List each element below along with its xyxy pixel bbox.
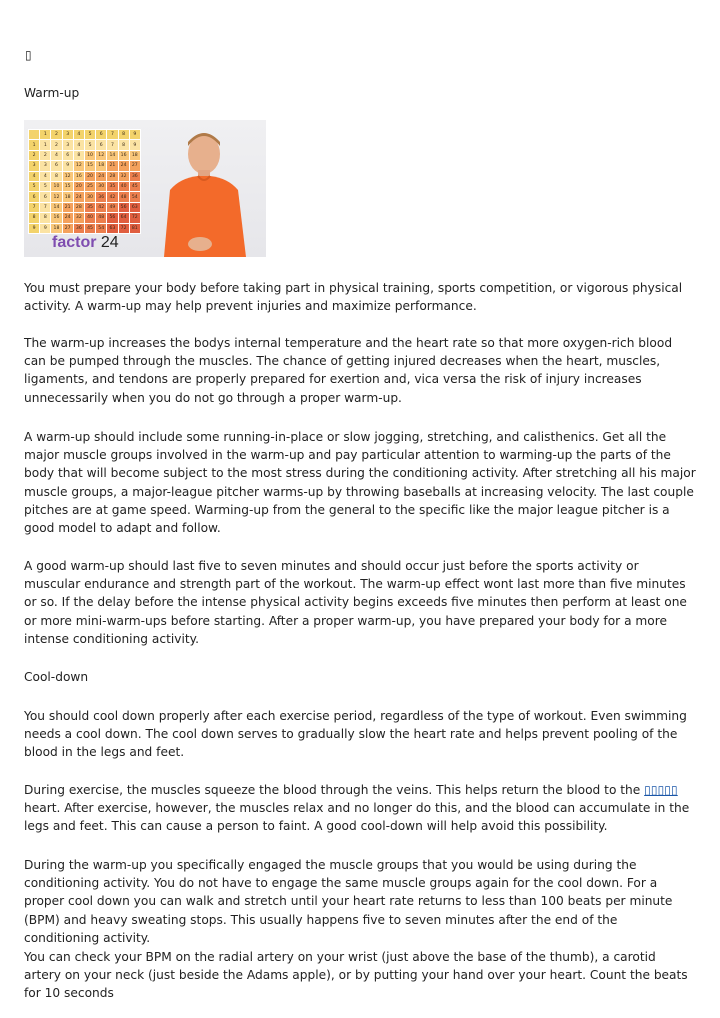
table-cell: 18 [62, 192, 73, 202]
table-cell: 4 [40, 171, 51, 181]
table-cell: 2 [51, 130, 62, 140]
table-cell: 9 [129, 140, 140, 150]
table-cell: 3 [62, 140, 73, 150]
table-cell: 42 [96, 202, 107, 212]
table-row [29, 181, 141, 191]
table-cell: 15 [62, 181, 73, 191]
table-cell: 56 [118, 202, 129, 212]
table-cell: 40 [118, 181, 129, 191]
table-cell: 20 [84, 171, 95, 181]
table-cell: 16 [51, 213, 62, 223]
table-cell: 3 [62, 130, 73, 140]
table-cell: 6 [62, 150, 73, 160]
table-cell: 12 [62, 171, 73, 181]
table-cell: 7 [29, 202, 40, 212]
table-cell: 63 [107, 223, 118, 233]
brand-logo [52, 234, 119, 252]
paragraph-6-rest: heart. After exercise, however, the muscles relax and no longer do this, and the blood can accumulate in the legs and feet. This can cause a person to faint. A good cool-down will help avoid this possibility. [24, 801, 690, 834]
table-cell: 3 [40, 161, 51, 171]
table-cell: 64 [118, 213, 129, 223]
table-row [29, 150, 141, 160]
table-cell: 6 [40, 192, 51, 202]
table-cell: 9 [40, 223, 51, 233]
table-cell: 1 [29, 140, 40, 150]
table-row [29, 130, 141, 140]
paragraph-7: During the warm-up you specifically engaged the muscle groups that you would be using during the conditioning activity. You do not have to engage the same muscle groups again for the cool down. For a proper cool down you can walk and stretch until your heart rate returns to less than 100 beats per minute (BPM) and heavy sweating stops. This usually happens five to seven minutes after the end of the conditioning activity. [24, 858, 673, 945]
table-cell: 10 [51, 181, 62, 191]
table-cell: 54 [96, 223, 107, 233]
table-cell: 54 [129, 192, 140, 202]
table-cell: 8 [51, 171, 62, 181]
table-row [29, 140, 141, 150]
table-cell: 12 [51, 192, 62, 202]
table-cell: 21 [107, 161, 118, 171]
table-cell: 4 [51, 150, 62, 160]
paragraph-4: A good warm-up should last five to seven minutes and should occur just before the sports activity or muscular endurance and strength part of the workout. The warm-up effect wont last more than five minutes or so. If the delay before the intense physical activity begins exceeds five minutes then perform at least one or more mini-warm-ups before starting. After a proper warm-up, you have prepared your body for a more intense conditioning activity. [24, 559, 687, 646]
video-thumbnail[interactable] [24, 120, 266, 257]
table-cell: 40 [84, 213, 95, 223]
table-cell: 14 [51, 202, 62, 212]
table-cell: 63 [129, 202, 140, 212]
table-cell: 6 [96, 140, 107, 150]
table-row [29, 223, 141, 233]
paragraph-3: A warm-up should include some running-in-place or slow jogging, stretching, and calisthenics. Get all the major muscle groups involved in the warm-up and pay particular attention to warming-up the parts of the body that will become subject to the most stress during the conditioning activity. After stretching all his major muscle groups, a major-league pitcher warms-up by throwing baseballs at increasing velocity. The last couple pitches are at game speed. Warming-up from the general to the specific like the major league pitcher is a good model to adapt and follow. [24, 430, 696, 536]
table-cell: 8 [118, 130, 129, 140]
table-cell: 36 [96, 192, 107, 202]
table-cell: 27 [129, 161, 140, 171]
table-cell: 4 [73, 130, 84, 140]
table-cell: 18 [96, 161, 107, 171]
table-cell: 32 [118, 171, 129, 181]
paragraph-2: The warm-up increases the bodys internal temperature and the heart rate so that more oxygen-rich blood can be pumped through the muscles. The chance of getting injured decreases when the heart, muscles, ligaments, and tendons are properly prepared for exertion and, vica versa the risk of injury increases unnecessarily when you do not go through a proper warm-up. [24, 336, 673, 405]
table-cell: 7 [107, 130, 118, 140]
table-cell: 9 [29, 223, 40, 233]
brand-word: factor [52, 234, 97, 251]
table-cell: 14 [107, 150, 118, 160]
paragraph-1: You must prepare your body before taking part in physical training, sports competition, or vigorous physical activity. A warm-up may help prevent injuries and maximize performance. [24, 281, 683, 314]
paragraph-6-start: During exercise, the muscles squeeze the blood through the veins. This helps return the blood to the [24, 783, 645, 797]
paragraph-5: You should cool down properly after each exercise period, regardless of the type of workout. Even swimming needs a cool down. The cool down serves to gradually slow the heart rate and helps prevent pooling of the blood in the legs and feet. [24, 709, 687, 760]
heading-cooldown: Cool-down [24, 670, 89, 684]
table-row [29, 171, 141, 181]
table-cell: 8 [73, 150, 84, 160]
table-cell: 12 [96, 150, 107, 160]
table-cell: 49 [107, 202, 118, 212]
table-cell: 15 [84, 161, 95, 171]
table-cell: 8 [40, 213, 51, 223]
table-cell: 24 [73, 192, 84, 202]
table-cell: 3 [29, 161, 40, 171]
table-cell: 16 [73, 171, 84, 181]
table-cell: 28 [107, 171, 118, 181]
table-cell: 16 [118, 150, 129, 160]
table-row [29, 161, 141, 171]
table-cell: 8 [118, 140, 129, 150]
table-cell: 56 [107, 213, 118, 223]
table-cell: 24 [96, 171, 107, 181]
table-cell: 32 [73, 213, 84, 223]
table-row [29, 192, 141, 202]
table-cell: 35 [84, 202, 95, 212]
table-cell: 5 [29, 181, 40, 191]
table-cell: 1 [40, 130, 51, 140]
table-cell: 42 [107, 192, 118, 202]
table-cell: 18 [129, 150, 140, 160]
table-cell: 48 [118, 192, 129, 202]
table-cell: 7 [40, 202, 51, 212]
table-cell: 12 [73, 161, 84, 171]
table-row [29, 202, 141, 212]
table-cell: 36 [73, 223, 84, 233]
table-cell: 8 [29, 213, 40, 223]
table-cell: 30 [96, 181, 107, 191]
table-cell: 5 [84, 140, 95, 150]
table-cell: 25 [84, 181, 95, 191]
table-cell: 9 [129, 130, 140, 140]
presenter-figure [150, 124, 258, 257]
table-cell: 5 [40, 181, 51, 191]
table-cell: 28 [73, 202, 84, 212]
multiplication-table [28, 129, 141, 234]
table-cell: 35 [107, 181, 118, 191]
table-cell: 2 [51, 140, 62, 150]
table-cell: 24 [62, 213, 73, 223]
table-cell: 4 [73, 140, 84, 150]
table-cell: 5 [84, 130, 95, 140]
table-cell: 48 [96, 213, 107, 223]
heading-warmup: Warm-up [24, 86, 80, 100]
table-cell: 2 [40, 150, 51, 160]
table-cell: 2 [29, 150, 40, 160]
table-cell: 9 [62, 161, 73, 171]
table-cell: 30 [84, 192, 95, 202]
table-cell: 45 [84, 223, 95, 233]
table-cell: 81 [129, 223, 140, 233]
brand-number: 24 [100, 234, 119, 251]
table-cell: 1 [40, 140, 51, 150]
paragraph-6 [24, 781, 696, 836]
missing-glyph: ▯ [25, 48, 32, 62]
table-cell: 72 [129, 213, 140, 223]
table-cell: 72 [118, 223, 129, 233]
table-cell: 24 [118, 161, 129, 171]
table-cell: 7 [107, 140, 118, 150]
inline-link[interactable]: ▯▯▯▯▯ [644, 783, 678, 797]
table-cell: 6 [51, 161, 62, 171]
table-cell: 21 [62, 202, 73, 212]
table-cell [29, 130, 40, 140]
table-cell: 36 [129, 171, 140, 181]
table-cell: 10 [84, 150, 95, 160]
table-cell: 6 [29, 192, 40, 202]
table-cell: 27 [62, 223, 73, 233]
table-cell: 4 [29, 171, 40, 181]
table-cell: 20 [73, 181, 84, 191]
paragraph-8: You can check your BPM on the radial artery on your wrist (just above the base of the thumb), a carotid artery on your neck (just beside the Adams apple), or by putting your hand over your heart. Count the beats for 10 seconds [24, 950, 688, 1001]
table-cell: 18 [51, 223, 62, 233]
table-cell: 45 [129, 181, 140, 191]
table-row [29, 213, 141, 223]
table-cell: 6 [96, 130, 107, 140]
